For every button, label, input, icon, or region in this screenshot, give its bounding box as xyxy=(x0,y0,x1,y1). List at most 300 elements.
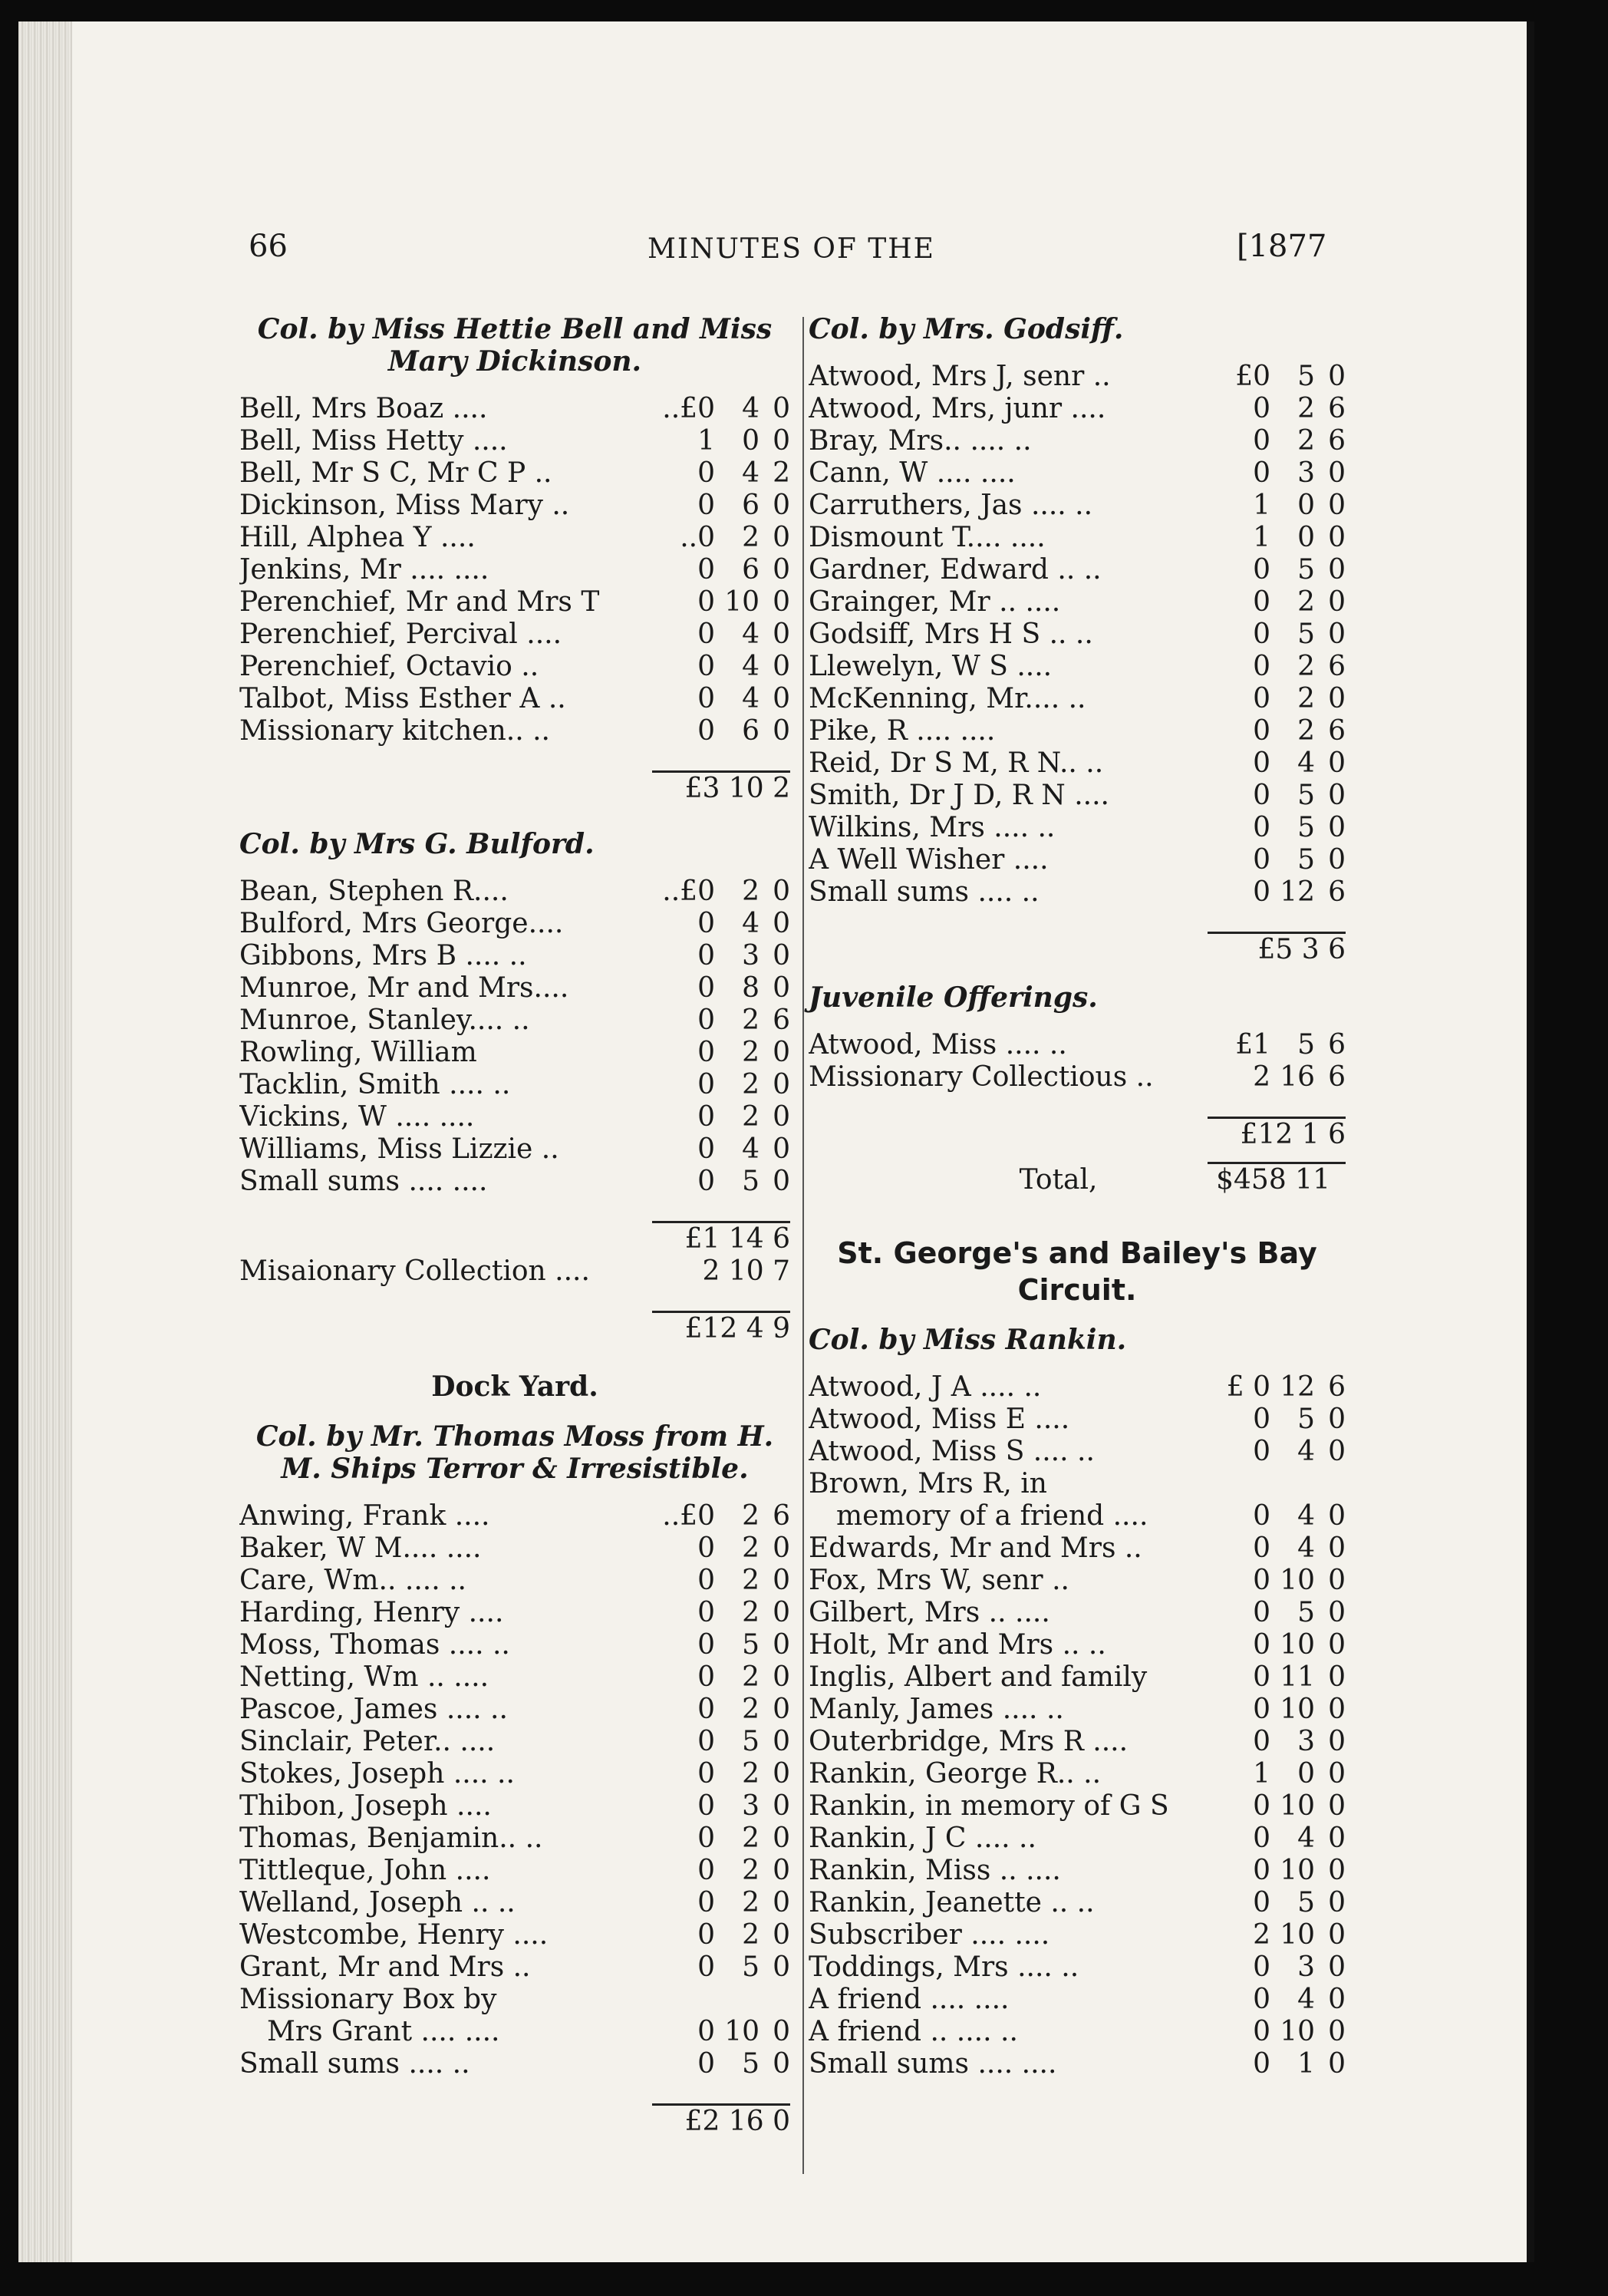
shillings: 2 xyxy=(742,1823,760,1854)
pence: 0 xyxy=(773,908,790,939)
shillings: 10 xyxy=(1280,1629,1315,1661)
pounds: 0 xyxy=(1253,1887,1270,1918)
contributor-name: Rankin, in memory of G S xyxy=(809,1790,1169,1822)
subscription-list xyxy=(809,361,1346,909)
contributor-name: Gilbert, Mrs .. .... xyxy=(809,1597,1050,1628)
shillings: 3 xyxy=(1297,457,1315,489)
pounds: 0 xyxy=(697,1919,715,1951)
pounds xyxy=(1209,1468,1270,1500)
pounds: 0 xyxy=(1253,876,1270,908)
shillings: 2 xyxy=(742,1565,760,1596)
pounds: 0 xyxy=(697,940,715,972)
pence: 0 xyxy=(773,1166,790,1197)
pounds: 0 xyxy=(697,1661,715,1693)
shillings: 5 xyxy=(1297,812,1315,843)
list-item xyxy=(239,1500,790,1532)
pence: 2 xyxy=(773,457,790,489)
shillings: 2 xyxy=(742,1069,760,1100)
pence: 0 xyxy=(1328,1500,1346,1532)
pounds: 0 xyxy=(697,2048,715,2080)
contributor-name: Bell, Miss Hetty .... xyxy=(239,425,508,457)
shillings: 2 xyxy=(1297,393,1315,424)
shillings: 2 xyxy=(1297,651,1315,682)
list-item xyxy=(239,651,790,683)
pence: 0 xyxy=(1328,1532,1346,1564)
pounds: 0 xyxy=(1253,619,1270,650)
section-title: Col. by Mr. Thomas Moss from H. xyxy=(255,1420,774,1453)
pence: 0 xyxy=(1328,2048,1346,2080)
list-item xyxy=(239,1037,790,1069)
list-item xyxy=(809,1371,1346,1404)
shillings: 2 xyxy=(742,1661,760,1693)
shillings: 10 xyxy=(724,586,760,618)
year: [1877 xyxy=(1237,229,1327,264)
pounds: 0 xyxy=(1253,2048,1270,2080)
running-title: MINUTES OF THE xyxy=(647,233,935,265)
list-item xyxy=(809,876,1346,909)
shillings: 2 xyxy=(1297,715,1315,747)
pence: 0 xyxy=(1328,1855,1346,1886)
pounds xyxy=(654,1984,715,2016)
list-item xyxy=(239,1532,790,1565)
pence: 0 xyxy=(773,1532,790,1564)
contributor-name: Rankin, George R.. .. xyxy=(809,1758,1102,1790)
pounds: 0 xyxy=(697,1037,715,1068)
list-item xyxy=(809,457,1346,490)
right-column xyxy=(809,313,1346,2080)
shillings: 8 xyxy=(742,972,760,1004)
shillings: 5 xyxy=(742,1726,760,1757)
pounds: 0 xyxy=(1253,1500,1270,1532)
pounds: 0 xyxy=(697,554,715,586)
pence: 0 xyxy=(773,940,790,972)
pounds: 0 xyxy=(1253,586,1270,618)
list-item xyxy=(809,1029,1346,1061)
contributor-name: Moss, Thomas .... .. xyxy=(239,1629,510,1661)
shillings: 10 xyxy=(1280,2016,1315,2047)
contributor-name: Baker, W M.... .... xyxy=(239,1532,482,1564)
pence: 6 xyxy=(1328,1061,1346,1093)
pence: 0 xyxy=(773,1037,790,1068)
pounds: 0 xyxy=(1253,554,1270,586)
shillings: 5 xyxy=(1297,361,1315,392)
contributor-name: Outerbridge, Mrs R .... xyxy=(809,1726,1129,1757)
list-item xyxy=(809,425,1346,457)
list-item xyxy=(239,1984,790,2016)
pence: 0 xyxy=(773,1790,790,1822)
pence: 0 xyxy=(1328,812,1346,843)
list-item xyxy=(239,1823,790,1855)
shillings: 0 xyxy=(742,425,760,457)
contributor-name: A Well Wisher .... xyxy=(809,844,1049,876)
pounds: 0 xyxy=(697,1597,715,1628)
contributor-name: Bell, Mr S C, Mr C P .. xyxy=(239,457,552,489)
pence: 0 xyxy=(773,1919,790,1951)
list-item xyxy=(809,2016,1346,2048)
pounds: 0 xyxy=(697,972,715,1004)
pence: 0 xyxy=(1328,1984,1346,2015)
pence: 0 xyxy=(773,586,790,618)
pounds: 0 xyxy=(697,651,715,682)
contributor-name: Pascoe, James .... .. xyxy=(239,1694,508,1725)
subscription-list xyxy=(239,1500,790,2080)
list-item xyxy=(809,1597,1346,1629)
shillings: 2 xyxy=(1297,586,1315,618)
shillings: 12 xyxy=(1280,876,1315,908)
list-item xyxy=(809,1061,1346,1094)
contributor-name: Grainger, Mr .. .... xyxy=(809,586,1061,618)
pounds: 0 xyxy=(1253,425,1270,457)
list-item xyxy=(239,457,790,490)
pence: 0 xyxy=(1328,1887,1346,1918)
pounds: 0 xyxy=(1253,393,1270,424)
contributor-name: Stokes, Joseph .... .. xyxy=(239,1758,515,1790)
section-title: Juvenile Offerings. xyxy=(809,981,1098,1014)
shillings: 2 xyxy=(742,1037,760,1068)
pence: 0 xyxy=(773,1951,790,1983)
subscription-list xyxy=(809,1029,1346,1094)
contributor-name: memory of a friend .... xyxy=(836,1500,1148,1532)
pence: 6 xyxy=(1328,393,1346,424)
pence: 0 xyxy=(1328,522,1346,553)
list-item xyxy=(239,2048,790,2080)
pounds: 0 xyxy=(697,1069,715,1100)
shillings: 6 xyxy=(742,490,760,521)
contributor-name: Vickins, W .... .... xyxy=(239,1101,475,1133)
pounds: 0 xyxy=(1253,812,1270,843)
collection-row: Misaionary Collection .... 2 10 7 xyxy=(239,1255,790,1287)
shillings: 5 xyxy=(1297,554,1315,586)
pounds: 0 xyxy=(697,1101,715,1133)
pence: 0 xyxy=(773,651,790,682)
pounds: 0 xyxy=(1253,683,1270,714)
list-item xyxy=(239,1004,790,1037)
list-item xyxy=(809,1951,1346,1984)
pence: 0 xyxy=(773,522,790,553)
list-item xyxy=(239,393,790,425)
list-item xyxy=(239,1661,790,1694)
list-item xyxy=(809,1887,1346,1919)
list-item xyxy=(239,586,790,619)
grand-total-row xyxy=(809,1164,1346,1196)
contributor-name: Small sums .... .. xyxy=(809,876,1040,908)
pence: 0 xyxy=(1328,361,1346,392)
section-total: £2 16 0 xyxy=(684,2106,790,2137)
contributor-name: Atwood, Miss .... .. xyxy=(809,1029,1067,1061)
pence: 0 xyxy=(773,1101,790,1133)
pounds: 0 xyxy=(697,1004,715,1036)
list-item xyxy=(809,1726,1346,1758)
shillings: 10 xyxy=(1280,1790,1315,1822)
pence: 0 xyxy=(1328,1726,1346,1757)
pence: 0 xyxy=(773,1597,790,1628)
contributor-name: Thomas, Benjamin.. .. xyxy=(239,1823,543,1854)
contributor-name: Inglis, Albert and family xyxy=(809,1661,1148,1693)
contributor-name: Hill, Alphea Y .... xyxy=(239,522,476,553)
list-item xyxy=(239,1101,790,1133)
shillings: 10 xyxy=(1280,1694,1315,1725)
pence: 0 xyxy=(1328,586,1346,618)
shillings: 4 xyxy=(742,908,760,939)
pounds: 0 xyxy=(697,715,715,747)
shillings: 4 xyxy=(1297,1984,1315,2015)
pounds: 0 xyxy=(697,2016,715,2047)
list-item xyxy=(239,490,790,522)
pounds: 0 xyxy=(1253,1694,1270,1725)
pence: 0 xyxy=(1328,683,1346,714)
pence: 6 xyxy=(1328,1371,1346,1403)
shillings: 4 xyxy=(742,393,760,424)
list-item xyxy=(809,393,1346,425)
contributor-name: Subscriber .... .... xyxy=(809,1919,1050,1951)
shillings: 2 xyxy=(742,1597,760,1628)
pence: 6 xyxy=(1328,1029,1346,1061)
shillings xyxy=(1270,1468,1315,1500)
grand-total-label: Total, xyxy=(1019,1164,1098,1196)
list-item xyxy=(809,1694,1346,1726)
pounds: 0 xyxy=(697,1133,715,1165)
pence: 6 xyxy=(773,1500,790,1532)
pence: 0 xyxy=(773,1758,790,1790)
pence: 0 xyxy=(773,715,790,747)
pence: 0 xyxy=(773,1694,790,1725)
shillings: 0 xyxy=(1297,522,1315,553)
pence: 6 xyxy=(1328,651,1346,682)
contributor-name: Toddings, Mrs .... .. xyxy=(809,1951,1079,1983)
shillings: 1 xyxy=(1297,2048,1315,2080)
contributor-name: Atwood, Miss S .... .. xyxy=(809,1436,1095,1467)
pence xyxy=(1315,1468,1346,1500)
pence: 0 xyxy=(773,490,790,521)
contributor-name: Welland, Joseph .. .. xyxy=(239,1887,516,1918)
section-title-cont: M. Ships Terror & Irresistible. xyxy=(281,1453,749,1485)
contributor-name: Rankin, Jeanette .. .. xyxy=(809,1887,1095,1918)
pence: 0 xyxy=(1328,1404,1346,1435)
list-item xyxy=(239,425,790,457)
list-item xyxy=(239,1597,790,1629)
pence: 6 xyxy=(1328,425,1346,457)
pounds: 0 xyxy=(1253,1404,1270,1435)
circuit-heading: Dock Yard. xyxy=(431,1371,598,1403)
contributor-name: Perenchief, Mr and Mrs T xyxy=(239,586,600,618)
shillings: 5 xyxy=(1297,619,1315,650)
pence: 0 xyxy=(773,393,790,424)
shillings: 4 xyxy=(1297,1823,1315,1854)
pounds: 0 xyxy=(1253,715,1270,747)
section-title: Col. by Mrs G. Bulford. xyxy=(239,828,595,860)
contributor-name: Atwood, Mrs, junr .... xyxy=(809,393,1106,424)
contributor-name: Reid, Dr S M, R N.. .. xyxy=(809,747,1104,779)
contributor-name: Rowling, William xyxy=(239,1037,477,1068)
pounds: 0 xyxy=(1253,2016,1270,2047)
list-item xyxy=(809,780,1346,812)
shillings: 5 xyxy=(1297,1597,1315,1628)
shillings: 4 xyxy=(742,1133,760,1165)
list-item xyxy=(239,554,790,586)
pounds: 0 xyxy=(697,1855,715,1886)
pounds: ..£0 xyxy=(662,393,715,424)
contributor-name: Dismount T.... .... xyxy=(809,522,1046,553)
pence: 0 xyxy=(1328,1758,1346,1790)
list-item xyxy=(239,683,790,715)
pounds: 2 xyxy=(1253,1061,1270,1093)
list-item xyxy=(809,1855,1346,1887)
shillings: 4 xyxy=(742,651,760,682)
contributor-name: Pike, R .... .... xyxy=(809,715,996,747)
shillings: 4 xyxy=(742,619,760,650)
pence: 0 xyxy=(1328,490,1346,521)
list-item xyxy=(809,522,1346,554)
shillings: 2 xyxy=(742,1694,760,1725)
contributor-name: Anwing, Frank .... xyxy=(239,1500,490,1532)
contributor-name: Gardner, Edward .. .. xyxy=(809,554,1102,586)
list-item xyxy=(239,940,790,972)
pence: 0 xyxy=(1328,1629,1346,1661)
circuit-heading-cont: Circuit. xyxy=(1017,1273,1137,1307)
shillings: 4 xyxy=(1297,1500,1315,1532)
pence: 0 xyxy=(773,2048,790,2080)
pounds: 0 xyxy=(1253,1565,1270,1596)
shillings: 3 xyxy=(1297,1951,1315,1983)
pence: 0 xyxy=(773,1887,790,1918)
pence: 0 xyxy=(1328,1790,1346,1822)
pence: 0 xyxy=(773,1726,790,1757)
pence: 0 xyxy=(773,972,790,1004)
contributor-name: Atwood, Mrs J, senr .. xyxy=(809,361,1111,392)
list-item xyxy=(239,1694,790,1726)
pounds: £0 xyxy=(1235,361,1270,392)
contributor-name: Netting, Wm .. .... xyxy=(239,1661,489,1693)
shillings: 2 xyxy=(742,1758,760,1790)
list-item xyxy=(809,1984,1346,2016)
list-item xyxy=(809,1565,1346,1597)
section-subtotal: £1 14 6 xyxy=(684,1223,790,1255)
shillings: 4 xyxy=(742,457,760,489)
list-item xyxy=(239,972,790,1004)
list-item xyxy=(809,1823,1346,1855)
shillings: 5 xyxy=(1297,1029,1315,1061)
pence: 0 xyxy=(773,2016,790,2047)
pence xyxy=(760,1984,790,2016)
shillings: 2 xyxy=(742,876,760,907)
subscription-list xyxy=(239,393,790,747)
shillings: 5 xyxy=(1297,780,1315,811)
shillings: 5 xyxy=(1297,1887,1315,1918)
shillings: 3 xyxy=(1297,1726,1315,1757)
contributor-name: Perenchief, Percival .... xyxy=(239,619,562,650)
list-item xyxy=(809,1532,1346,1565)
shillings: 2 xyxy=(1297,425,1315,457)
contributor-name: Sinclair, Peter.. .... xyxy=(239,1726,496,1757)
list-item xyxy=(809,683,1346,715)
pounds: 0 xyxy=(697,1726,715,1757)
pounds: £ 0 xyxy=(1226,1371,1270,1403)
pence: 0 xyxy=(1328,2016,1346,2047)
pounds: 0 xyxy=(1253,1597,1270,1628)
list-item xyxy=(239,1855,790,1887)
pounds: 1 xyxy=(1253,490,1270,521)
left-column xyxy=(239,313,790,2138)
contributor-name: Llewelyn, W S .... xyxy=(809,651,1053,682)
running-header xyxy=(18,229,1534,275)
list-item xyxy=(809,747,1346,780)
section-title: Col. by Miss Rankin. xyxy=(809,1324,1127,1356)
section-title: Col. by Miss Hettie Bell and Miss xyxy=(257,313,773,345)
page-number: 66 xyxy=(249,229,288,264)
contributor-name: Manly, James .... .. xyxy=(809,1694,1064,1725)
contributor-name: Bray, Mrs.. .... .. xyxy=(809,425,1032,457)
contributor-name: Grant, Mr and Mrs .. xyxy=(239,1951,531,1983)
pounds: 0 xyxy=(697,1758,715,1790)
grand-total-value: $458 11 xyxy=(1216,1164,1330,1196)
pounds: 0 xyxy=(697,1565,715,1596)
contributor-name: Carruthers, Jas .... .. xyxy=(809,490,1093,521)
pence: 0 xyxy=(773,1069,790,1100)
pounds: 1 xyxy=(697,425,715,457)
shillings: 3 xyxy=(742,940,760,972)
pounds: 1 xyxy=(1253,1758,1270,1790)
pence: 0 xyxy=(1328,1597,1346,1628)
section-title-cont: Mary Dickinson. xyxy=(387,345,642,378)
list-item xyxy=(809,1468,1346,1500)
shillings: 4 xyxy=(1297,1436,1315,1467)
pence: 0 xyxy=(1328,457,1346,489)
pounds: 0 xyxy=(697,490,715,521)
pence: 0 xyxy=(1328,1823,1346,1854)
pounds: ..0 xyxy=(680,522,715,553)
contributor-name: Missionary Collectious .. xyxy=(809,1061,1154,1093)
pounds: 0 xyxy=(1253,1726,1270,1757)
shillings: 2 xyxy=(742,1101,760,1133)
shillings: 2 xyxy=(1297,683,1315,714)
shillings: 2 xyxy=(742,1919,760,1951)
column-divider xyxy=(802,317,804,2174)
contributor-name: Atwood, J A .... .. xyxy=(809,1371,1042,1403)
pounds: 0 xyxy=(1253,1629,1270,1661)
list-item xyxy=(239,1133,790,1166)
list-item xyxy=(809,2048,1346,2080)
shillings: 0 xyxy=(1297,490,1315,521)
pounds: 0 xyxy=(1253,1436,1270,1467)
pence: 0 xyxy=(1328,747,1346,779)
list-item xyxy=(809,619,1346,651)
shillings: 5 xyxy=(742,1951,760,1983)
list-item xyxy=(239,2016,790,2048)
pounds: 0 xyxy=(697,1532,715,1564)
contributor-name: Mrs Grant .... .... xyxy=(267,2016,500,2047)
circuit-heading: St. George's and Bailey's Bay xyxy=(837,1236,1317,1270)
pounds: 0 xyxy=(1253,1855,1270,1886)
shillings: 4 xyxy=(1297,747,1315,779)
pounds: ..£0 xyxy=(662,1500,715,1532)
pounds: 0 xyxy=(697,1629,715,1661)
contributor-name: Small sums .... .... xyxy=(239,1166,488,1197)
pounds: 0 xyxy=(697,457,715,489)
list-item xyxy=(239,1726,790,1758)
list-item xyxy=(809,715,1346,747)
book-page xyxy=(18,21,1534,2262)
shillings: 10 xyxy=(724,2016,760,2047)
subscription-list xyxy=(809,1371,1346,2080)
contributor-name: Care, Wm.. .... .. xyxy=(239,1565,466,1596)
contributor-name: Atwood, Miss E .... xyxy=(809,1404,1070,1435)
pounds: 0 xyxy=(697,908,715,939)
list-item xyxy=(239,1166,790,1198)
section-total: £3 10 2 xyxy=(684,773,790,804)
pence: 0 xyxy=(1328,1919,1346,1951)
pence: 0 xyxy=(773,1661,790,1693)
shillings: 6 xyxy=(742,715,760,747)
